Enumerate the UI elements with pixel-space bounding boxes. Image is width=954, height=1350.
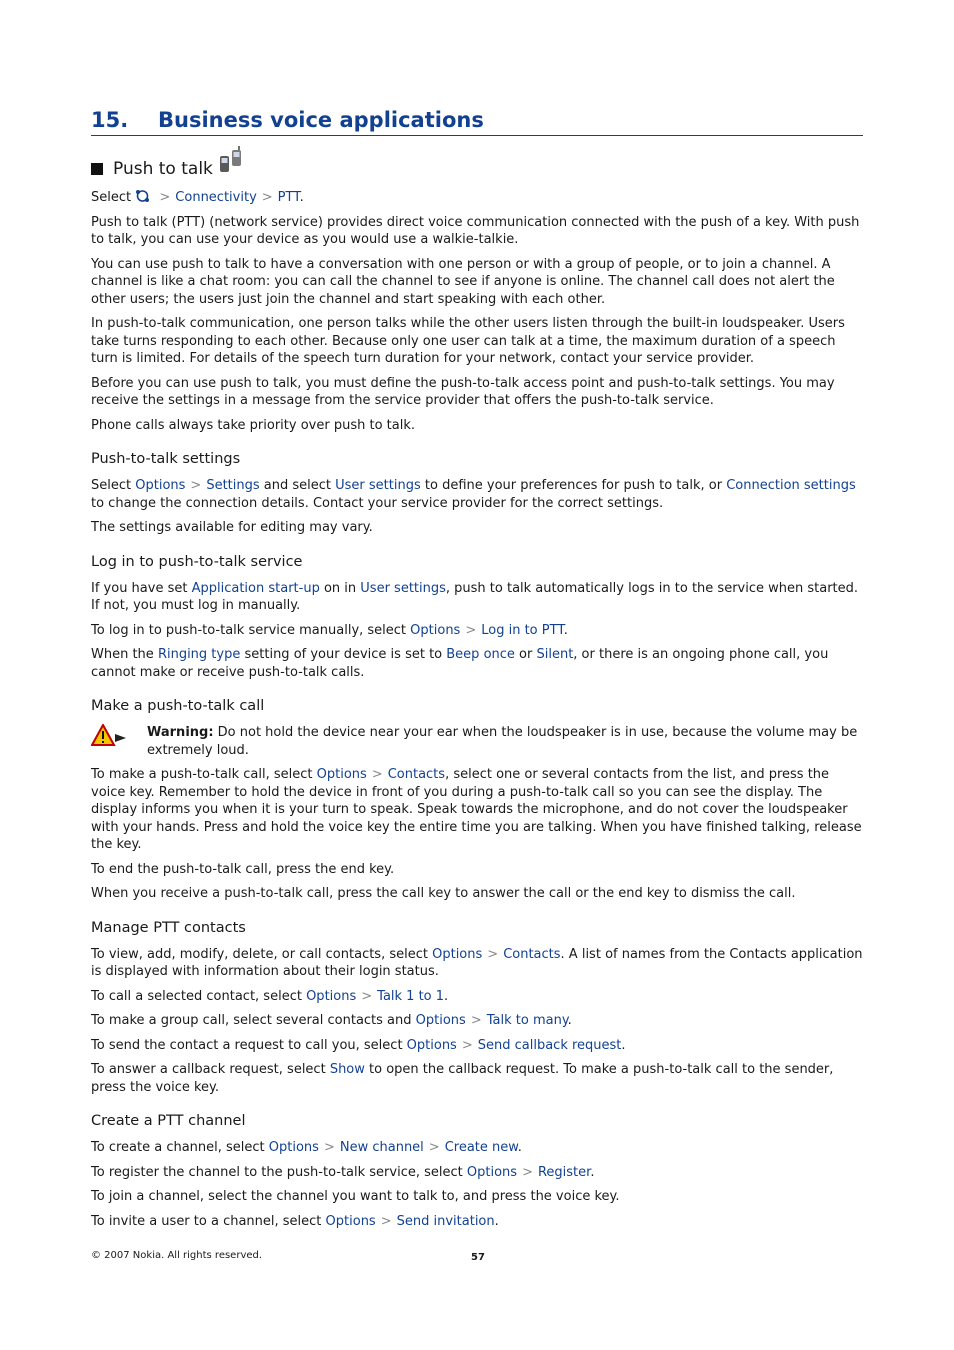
chapter-heading [91, 108, 863, 136]
options-link[interactable]: Options [268, 1140, 319, 1155]
chevron-right-icon: > [428, 1140, 440, 1155]
chevron-right-icon: > [190, 478, 202, 493]
warning-block [91, 724, 863, 759]
chevron-right-icon: > [159, 190, 171, 205]
manage-paragraph: To answer a callback request, select Show to open the callback request. To make a push-to-talk call to the sender, press the voice key. [91, 1062, 834, 1095]
login-paragraph: To log in to push-to-talk service manually, select Options > Log in to PTT. [91, 622, 568, 638]
login-paragraph: When the Ringing type setting of your device is set to Beep once or Silent, or there is an ongoing phone call, you cannot make or receive push-to-talk calls. [91, 647, 829, 680]
beep-once-link[interactable]: Beep once [446, 647, 515, 662]
chevron-right-icon: > [371, 767, 383, 782]
options-link[interactable]: Options [306, 988, 357, 1004]
make-call-paragraph: When you receive a push-to-talk call, press the call key to answer the call or the end key to dismiss the call. [91, 886, 796, 901]
copyright: © 2007 Nokia. All rights reserved. [91, 1250, 263, 1261]
settings-heading: Push-to-talk settings [91, 451, 241, 467]
ptt-link[interactable]: PTT [277, 190, 300, 205]
chapter-title: Business voice applications [158, 108, 484, 132]
settings-note: The settings available for editing may vary. [91, 520, 373, 535]
application-startup-link[interactable]: Application start-up [191, 580, 320, 596]
options-link[interactable]: Options [135, 478, 186, 493]
send-callback-link[interactable]: Send callback request [477, 1037, 622, 1053]
options-link[interactable]: Options [406, 1037, 457, 1053]
options-link[interactable]: Options [466, 1164, 518, 1180]
register-link[interactable]: Register [537, 1164, 591, 1180]
chevron-right-icon: > [465, 622, 477, 638]
page-footer [91, 1250, 863, 1261]
login-heading: Log in to push-to-talk service [91, 553, 303, 570]
manage-heading: Manage PTT contacts [91, 919, 246, 936]
chevron-right-icon: > [361, 988, 373, 1004]
talk-1-to-1-link[interactable]: Talk 1 to 1 [377, 988, 445, 1004]
chevron-right-icon: > [470, 1013, 482, 1028]
contacts-link[interactable]: Contacts [387, 767, 446, 782]
settings-paragraph: Select Options > Settings and select User settings to define your preferences for push to talk, or Connection settings to change the connection details. Contact your service provider for the correct settings. [91, 478, 856, 511]
create-new-link[interactable]: Create new [444, 1140, 518, 1155]
options-link[interactable]: Options [316, 767, 367, 782]
connectivity-link[interactable]: Connectivity [175, 190, 257, 205]
settings-link[interactable]: Settings [206, 478, 260, 493]
options-link[interactable]: Options [410, 622, 461, 638]
manage-paragraph: To call a selected contact, select Options > Talk 1 to 1. [91, 988, 449, 1004]
options-link[interactable]: Options [415, 1013, 466, 1028]
section-title: Push to talk [113, 158, 213, 179]
chapter-number: 15. [91, 108, 129, 132]
intro-paragraph: You can use push to talk to have a conversation with one person or with a group of people, or to join a channel. A channel is like a chat room: you can call the channel to see if anyone is online. The channel call does not alert the other users; the users just join the channel and start speaking with each other. [91, 256, 835, 307]
intro-paragraph: Phone calls always take priority over push to talk. [91, 417, 415, 433]
connection-settings-link[interactable]: Connection settings [726, 478, 856, 493]
new-channel-link[interactable]: New channel [339, 1140, 424, 1155]
login-paragraph: If you have set Application start-up on in User settings, push to talk automatically logs in to the service when started. If not, you must log in manually. [91, 580, 859, 613]
manage-paragraph: To view, add, modify, delete, or call contacts, select Options > Contacts. A list of names from the Contacts application is displayed with information about their login status. [91, 946, 863, 979]
talk-to-many-link[interactable]: Talk to many [486, 1013, 568, 1028]
chevron-right-icon: > [461, 1037, 473, 1053]
page-number: 57 [471, 1252, 485, 1263]
intro-paragraph: In push-to-talk communication, one person talks while the other users listen through the built-in loudspeaker. Users take turns responding to each other. Because only one user can talk at a time, the maximum duration of a speech turn is limited. For details of the speech turn duration for your network, contact your service provider. [91, 316, 845, 366]
channel-paragraph: To join a channel, select the channel you want to talk to, and press the voice key. [91, 1189, 620, 1204]
manage-paragraph: To make a group call, select several contacts and Options > Talk to many. [91, 1013, 572, 1028]
make-call-paragraph: To end the push-to-talk call, press the end key. [91, 861, 395, 877]
user-settings-link[interactable]: User settings [335, 478, 421, 493]
intro-paragraph: Before you can use push to talk, you must define the push-to-talk access point and push-to-talk settings. You may receive the settings in a message from the service provider that offers the push-to-talk service. [91, 375, 835, 408]
channel-heading: Create a PTT channel [91, 1113, 246, 1129]
ringing-type-link[interactable]: Ringing type [157, 647, 241, 662]
channel-paragraph: To register the channel to the push-to-talk service, select Options > Register. [91, 1164, 595, 1180]
options-link[interactable]: Options [325, 1213, 376, 1229]
warning-label: Warning: [147, 725, 214, 740]
section-bullet [91, 163, 103, 175]
intro-paragraph: Push to talk (PTT) (network service) provides direct voice communication connected with the push of a key. With push to talk, you can use your device as you would use a walkie-talkie. [91, 214, 860, 247]
manage-paragraph: To send the contact a request to call you, select Options > Send callback request. [91, 1037, 626, 1053]
silent-link[interactable]: Silent [536, 647, 574, 662]
chevron-right-icon: > [380, 1213, 392, 1229]
chevron-right-icon: > [323, 1140, 335, 1155]
channel-paragraph: To create a channel, select Options > New channel > Create new. [91, 1140, 522, 1155]
menu-icon [135, 190, 154, 205]
make-call-heading: Make a push-to-talk call [91, 698, 265, 714]
contacts-link[interactable]: Contacts [503, 946, 561, 962]
options-link[interactable]: Options [432, 946, 483, 962]
warning-text: Do not hold the device near your ear when the loudspeaker is in use, because the volume may be extremely loud. [147, 725, 858, 758]
make-call-paragraph: To make a push-to-talk call, select Options > Contacts, select one or several contacts from the list, and press the voice key. Remember to hold the device in front of you during a push-to-talk call so you can see the display. The display informs you when it is your turn to speak. Speak towards the microphone, and do not cover the loudspeaker with your hands. Press and hold the voice key the entire time you are talking. When you have finished talking, release the key. [91, 767, 862, 852]
chevron-right-icon: > [261, 190, 273, 205]
page-body [91, 108, 863, 1237]
chevron-right-icon: > [487, 946, 499, 962]
send-invitation-link[interactable]: Send invitation [396, 1213, 495, 1229]
chevron-right-icon: > [522, 1164, 533, 1180]
login-ptt-link[interactable]: Log in to PTT [481, 622, 564, 638]
user-settings-link[interactable]: User settings [360, 580, 446, 596]
section-heading [91, 158, 863, 179]
select-path: Select > Connectivity > PTT. [91, 190, 304, 205]
ptt-phones-icon [217, 146, 245, 179]
channel-paragraph: To invite a user to a channel, select Options > Send invitation. [91, 1213, 499, 1229]
show-link[interactable]: Show [329, 1062, 365, 1077]
warning-icon [91, 724, 147, 759]
